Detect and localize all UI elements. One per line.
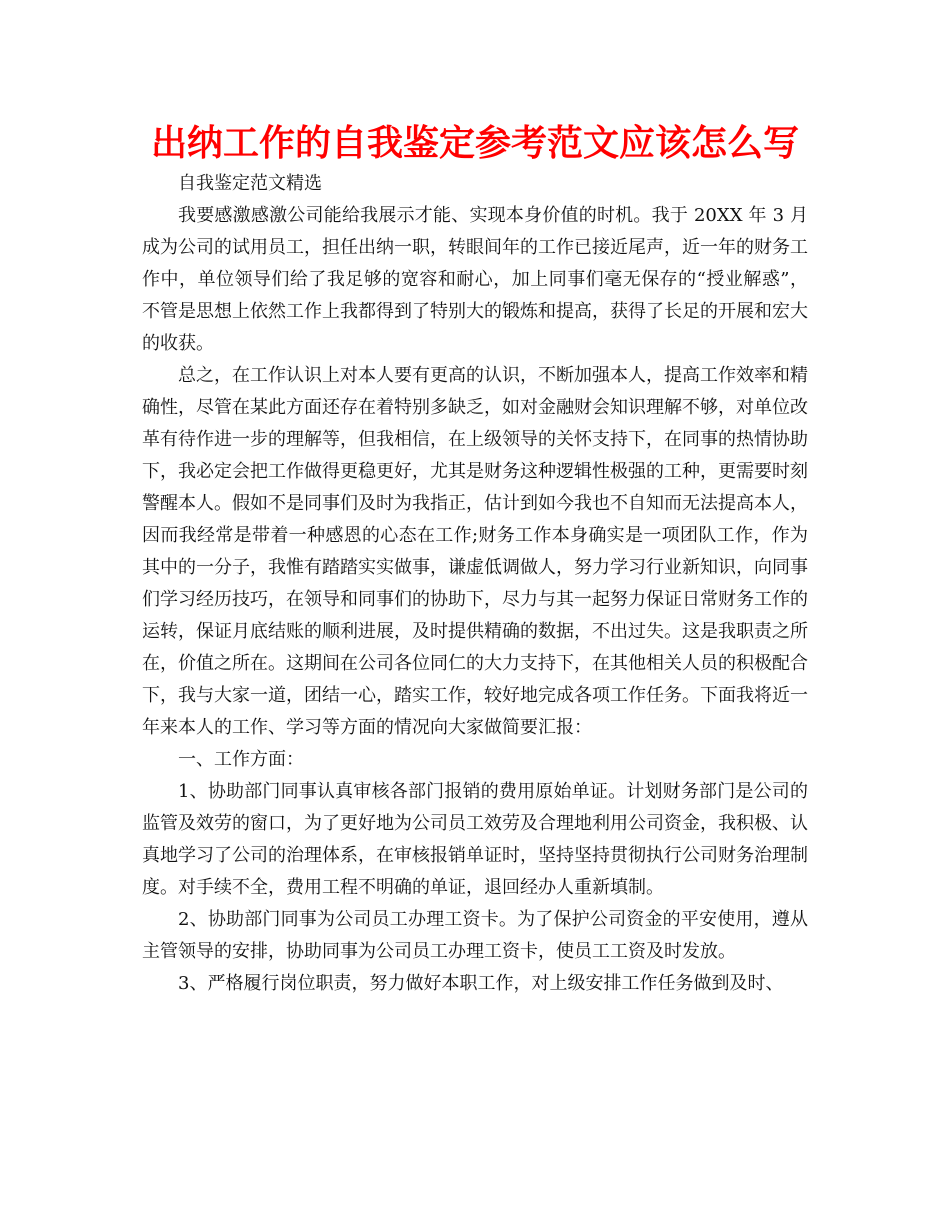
document-title: 出纳工作的自我鉴定参考范文应该怎么写: [150, 123, 799, 164]
list-item-1: 1、协助部门同事认真审核各部门报销的费用原始单证。计划财务部门是公司的监管及效劳的窗口，为了更好地为公司员工效劳及合理地利用公司资金，我积极、认真地学习了公司的治理体系，在审核报销单证时，坚持坚持贯彻执行公司财务治理制度。对手续不全，费用工程不明确的单证，退回经办人重新填制。: [142, 781, 808, 898]
paragraph-intro: 我要感激感激公司能给我展示才能、实现本身价值的时机。我于 20XX 年 3 月成为公司的试用员工，担任出纳一职，转眼间年的工作已接近尾声，近一年的财务工作中，单位领导们给了我足够的宽容和耐心，加上同事们毫无保存的“授业解惑”，不管是思想上依然工作上我都得到了特别大的锻炼和提高，获得了长足的开展和宏大的收获。: [142, 205, 808, 354]
paragraph-summary: 总之，在工作认识上对本人要有更高的认识，不断加强本人，提高工作效率和精确性，尽管在某此方面还存在着特别多缺乏，如对金融财会知识理解不够，对单位改革有待作进一步的理解等，但我相信，在上级领导的关怀支持下，在同事的热情协助下，我必定会把工作做得更稳更好，尤其是财务这种逻辑性极强的工种，更需要时刻警醒本人。假如不是同事们及时为我指正，估计到如今我也不自知而无法提高本人，因而我经常是带着一种感恩的心态在工作;财务工作本身确实是一项团队工作，作为其中的一分子，我惟有踏踏实实做事，谦虚低调做人，努力学习行业新知识，向同事们学习经历技巧，在领导和同事们的协助下，尽力与其一起努力保证日常财务工作的运转，保证月底结账的顺利进展，及时提供精确的数据，不出过失。这是我职责之所在，价值之所在。这期间在公司各位同仁的大力支持下，在其他相关人员的积极配合下，我与大家一道，团结一心，踏实工作，较好地完成各项工作任务。下面我将近一年来本人的工作、学习等方面的情况向大家做简要汇报：: [142, 365, 808, 738]
paragraph-subtitle: 自我鉴定范文精选: [178, 173, 322, 194]
section-heading-work: 一、工作方面：: [178, 749, 304, 770]
document-body: [142, 168, 808, 1000]
list-item-3: 3、严格履行岗位职责，努力做好本职工作，对上级安排工作任务做到及时、: [178, 973, 784, 994]
list-item-2: 2、协助部门同事为公司员工办理工资卡。为了保护公司资金的平安使用，遵从主管领导的安排，协助同事为公司员工办理工资卡，使员工工资及时发放。: [142, 909, 808, 962]
